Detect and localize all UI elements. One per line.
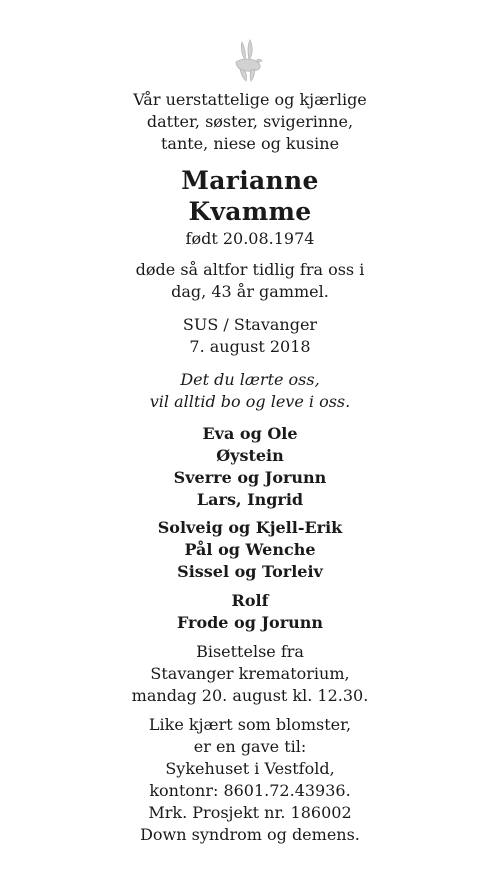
death-line: døde så altfor tidlig fra oss i	[135, 260, 365, 279]
donation-line: Sykehuset i Vestfold,	[165, 759, 335, 778]
quote-line: Det du lærte oss,	[180, 370, 320, 389]
funeral-line: Bisettelse fra	[196, 642, 304, 661]
donation-line: Like kjært som blomster,	[148, 715, 352, 734]
family-group-1	[0, 423, 500, 511]
place-and-date	[0, 314, 500, 358]
funeral-line: mandag 20. august kl. 12.30.	[131, 686, 369, 705]
dove-icon	[228, 38, 268, 84]
family-group-3	[0, 590, 500, 634]
place-line: SUS / Stavanger	[182, 315, 318, 334]
funeral-info	[0, 641, 500, 707]
donation-line: er en gave til:	[193, 737, 307, 756]
family-member: Sissel og Torleiv	[177, 562, 323, 581]
last-name: Kvamme	[188, 197, 312, 226]
first-name: Marianne	[181, 166, 319, 195]
account-number: kontonr: 8601.72.43936.	[149, 781, 351, 800]
donation-info	[0, 714, 500, 846]
family-member: Rolf	[231, 591, 269, 610]
death-text	[0, 259, 500, 303]
memorial-quote	[0, 369, 500, 413]
intro-text	[0, 89, 500, 155]
family-member: Øystein	[216, 446, 284, 465]
project-number: Mrk. Prosjekt nr. 186002	[148, 803, 352, 822]
quote-line: vil alltid bo og leve i oss.	[149, 392, 351, 411]
deceased-name	[0, 165, 500, 227]
family-member: Sverre og Jorunn	[173, 468, 327, 487]
funeral-line: Stavanger krematorium,	[150, 664, 350, 683]
donation-line: Down syndrom og demens.	[140, 825, 360, 844]
family-member: Frode og Jorunn	[176, 613, 324, 632]
intro-line: datter, søster, svigerinne,	[146, 112, 354, 131]
family-member: Eva og Ole	[202, 424, 298, 443]
date-line: 7. august 2018	[189, 337, 311, 356]
birth-date-text: født 20.08.1974	[185, 229, 315, 248]
family-member: Solveig og Kjell-Erik	[157, 518, 343, 537]
intro-line: Vår uerstattelige og kjærlige	[133, 90, 367, 109]
birth-date	[0, 228, 500, 250]
family-group-2	[0, 517, 500, 583]
death-line: dag, 43 år gammel.	[171, 282, 329, 301]
family-member: Lars, Ingrid	[196, 490, 304, 509]
intro-line: tante, niese og kusine	[160, 134, 340, 153]
family-member: Pål og Wenche	[184, 540, 316, 559]
